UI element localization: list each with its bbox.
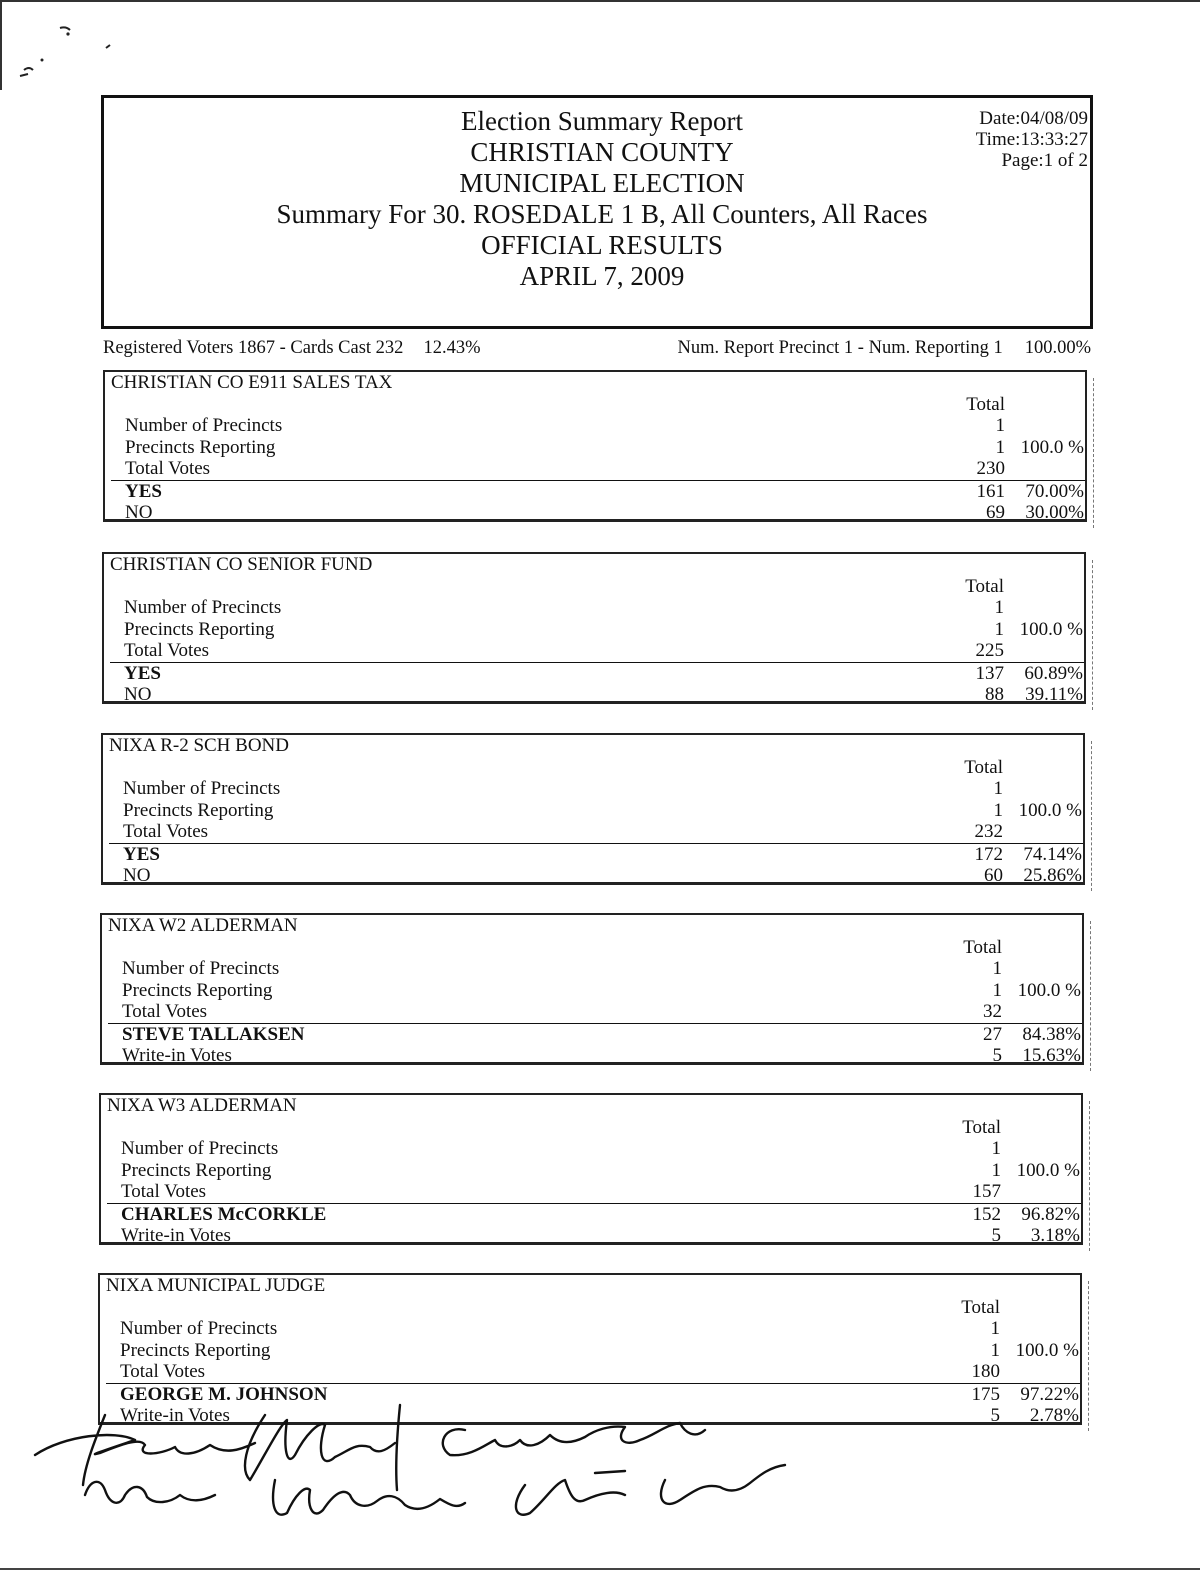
row-label: Number of Precincts <box>122 958 280 979</box>
race-row <box>104 640 1088 662</box>
race-row <box>105 502 1089 524</box>
row-label: Precincts Reporting <box>124 619 275 640</box>
row-label: Total Votes <box>120 1361 206 1382</box>
row-label: Number of Precincts <box>120 1318 278 1339</box>
row-total: 137 <box>975 663 1004 684</box>
row-label: Total Votes <box>124 640 210 661</box>
row-percent: 60.89% <box>1024 663 1083 684</box>
race-row <box>102 1024 1086 1046</box>
row-total: 1 <box>990 1340 1000 1361</box>
report-time: Time:13:33:27 <box>975 129 1088 150</box>
row-total: 5 <box>990 1405 1000 1426</box>
row-total: 1 <box>993 800 1003 821</box>
race-row <box>101 1181 1085 1203</box>
row-label: Write-in Votes <box>122 1045 232 1066</box>
row-percent: 100.0 % <box>1018 800 1082 821</box>
precinct-reporting-text: Num. Report Precinct 1 - Num. Reporting 1 <box>677 338 1003 358</box>
total-column-header: Total <box>961 1297 1000 1318</box>
race-row <box>103 778 1087 800</box>
row-total: 32 <box>983 1001 1002 1022</box>
row-total: 5 <box>991 1225 1001 1246</box>
row-label: Total Votes <box>123 821 209 842</box>
registered-voters-text: Registered Voters 1867 - Cards Cast 232 <box>103 338 404 358</box>
precinct-reporting-line <box>677 338 1091 359</box>
row-label: Total Votes <box>122 1001 208 1022</box>
row-label: Total Votes <box>125 458 211 479</box>
race-row <box>105 437 1089 459</box>
race-title: CHRISTIAN CO E911 SALES TAX <box>111 372 393 393</box>
report-header <box>101 95 1093 329</box>
race-title: NIXA W3 ALDERMAN <box>107 1095 297 1116</box>
report-title-block <box>104 106 1100 292</box>
row-label: NO <box>123 865 151 886</box>
total-column-header: Total <box>963 937 1002 958</box>
race-row <box>104 619 1088 641</box>
row-label: NO <box>125 502 153 523</box>
race-row <box>103 865 1087 887</box>
race-row <box>102 980 1086 1002</box>
turnout-summary <box>103 338 1091 362</box>
race-row <box>102 958 1086 980</box>
registered-voters-line <box>103 338 480 359</box>
row-label: YES <box>125 481 162 502</box>
row-total: 180 <box>971 1361 1000 1382</box>
row-total: 1 <box>991 1138 1001 1159</box>
row-total: 1 <box>994 597 1004 618</box>
race-row <box>101 1160 1085 1182</box>
row-percent: 100.0 % <box>1017 980 1081 1001</box>
race-row <box>102 1045 1086 1067</box>
row-percent: 25.86% <box>1023 865 1082 886</box>
race-row <box>105 415 1089 437</box>
race-row <box>100 1318 1084 1340</box>
page-edge-bottom <box>0 1568 1200 1570</box>
row-total: 69 <box>986 502 1005 523</box>
row-total: 1 <box>993 778 1003 799</box>
row-label: Precincts Reporting <box>121 1160 272 1181</box>
row-percent: 2.78% <box>1029 1405 1079 1426</box>
row-total: 1 <box>992 980 1002 1001</box>
race-title: NIXA R-2 SCH BOND <box>109 735 289 756</box>
turnout-percent: 12.43% <box>423 338 481 358</box>
row-label: Number of Precincts <box>124 597 282 618</box>
election-date: APRIL 7, 2009 <box>519 261 685 291</box>
row-percent: 100.0 % <box>1015 1340 1079 1361</box>
row-percent: 3.18% <box>1030 1225 1080 1246</box>
row-percent: 96.82% <box>1021 1204 1080 1225</box>
race-title: NIXA MUNICIPAL JUDGE <box>106 1275 326 1296</box>
row-total: 1 <box>995 437 1005 458</box>
row-label: NO <box>124 684 152 705</box>
county-name: CHRISTIAN COUNTY <box>470 137 734 167</box>
total-column-header: Total <box>964 757 1003 778</box>
race-section <box>101 733 1085 885</box>
row-percent: 15.63% <box>1022 1045 1081 1066</box>
row-label: Precincts Reporting <box>125 437 276 458</box>
race-row <box>103 821 1087 843</box>
row-label: Number of Precincts <box>121 1138 279 1159</box>
row-total: 232 <box>974 821 1003 842</box>
race-row <box>103 800 1087 822</box>
row-percent: 100.0 % <box>1016 1160 1080 1181</box>
scan-specks <box>10 20 120 90</box>
race-row <box>104 597 1088 619</box>
row-label: Precincts Reporting <box>122 980 273 1001</box>
row-label: Number of Precincts <box>125 415 283 436</box>
row-percent: 100.0 % <box>1019 619 1083 640</box>
results-status: OFFICIAL RESULTS <box>481 230 723 260</box>
row-total: 1 <box>995 415 1005 436</box>
race-section <box>103 370 1087 522</box>
row-total: 1 <box>991 1160 1001 1181</box>
report-meta <box>976 108 1088 171</box>
row-total: 152 <box>972 1204 1001 1225</box>
report-title: Election Summary Report <box>461 106 743 136</box>
row-percent: 74.14% <box>1023 844 1082 865</box>
race-title: CHRISTIAN CO SENIOR FUND <box>110 554 373 575</box>
row-label: YES <box>123 844 160 865</box>
reporting-percent: 100.00% <box>1024 338 1091 358</box>
race-row <box>101 1204 1085 1226</box>
race-row <box>100 1340 1084 1362</box>
page-edge-top <box>0 0 1200 2</box>
row-total: 175 <box>971 1384 1000 1405</box>
race-row <box>101 1225 1085 1247</box>
race-row <box>104 663 1088 685</box>
row-label: Precincts Reporting <box>123 800 274 821</box>
row-total: 161 <box>976 481 1005 502</box>
row-label: Number of Precincts <box>123 778 281 799</box>
race-row <box>104 684 1088 706</box>
race-row <box>103 844 1087 866</box>
election-name: MUNICIPAL ELECTION <box>459 168 745 198</box>
row-label: YES <box>124 663 161 684</box>
report-date: Date:04/08/09 <box>979 108 1088 129</box>
handwritten-signatures <box>25 1395 805 1545</box>
row-label: CHARLES McCORKLE <box>121 1204 327 1225</box>
row-total: 1 <box>992 958 1002 979</box>
race-row <box>105 481 1089 503</box>
row-total: 225 <box>975 640 1004 661</box>
row-total: 5 <box>992 1045 1002 1066</box>
row-total: 60 <box>984 865 1003 886</box>
row-total: 230 <box>976 458 1005 479</box>
race-section <box>100 913 1084 1065</box>
race-section <box>102 552 1086 704</box>
row-total: 172 <box>974 844 1003 865</box>
race-title: NIXA W2 ALDERMAN <box>108 915 298 936</box>
row-label: Write-in Votes <box>121 1225 231 1246</box>
row-total: 1 <box>994 619 1004 640</box>
row-total: 157 <box>972 1181 1001 1202</box>
race-section <box>99 1093 1083 1245</box>
total-column-header: Total <box>962 1117 1001 1138</box>
row-label: Write-in Votes <box>120 1405 230 1426</box>
race-row <box>105 458 1089 480</box>
row-label: GEORGE M. JOHNSON <box>120 1384 328 1405</box>
row-percent: 97.22% <box>1020 1384 1079 1405</box>
race-row <box>102 1001 1086 1023</box>
row-total: 1 <box>990 1318 1000 1339</box>
total-column-header: Total <box>965 576 1004 597</box>
row-label: Precincts Reporting <box>120 1340 271 1361</box>
summary-scope: Summary For 30. ROSEDALE 1 B, All Counters, All Races <box>276 199 928 229</box>
row-percent: 30.00% <box>1025 502 1084 523</box>
row-label: STEVE TALLAKSEN <box>122 1024 305 1045</box>
race-row <box>101 1138 1085 1160</box>
row-percent: 70.00% <box>1025 481 1084 502</box>
row-percent: 39.11% <box>1025 684 1083 705</box>
row-total: 27 <box>983 1024 1002 1045</box>
race-row <box>100 1361 1084 1383</box>
row-label: Total Votes <box>121 1181 207 1202</box>
row-total: 88 <box>985 684 1004 705</box>
row-percent: 100.0 % <box>1020 437 1084 458</box>
total-column-header: Total <box>966 394 1005 415</box>
report-page: Page:1 of 2 <box>1001 150 1088 171</box>
page-edge-left <box>0 0 2 90</box>
row-percent: 84.38% <box>1022 1024 1081 1045</box>
